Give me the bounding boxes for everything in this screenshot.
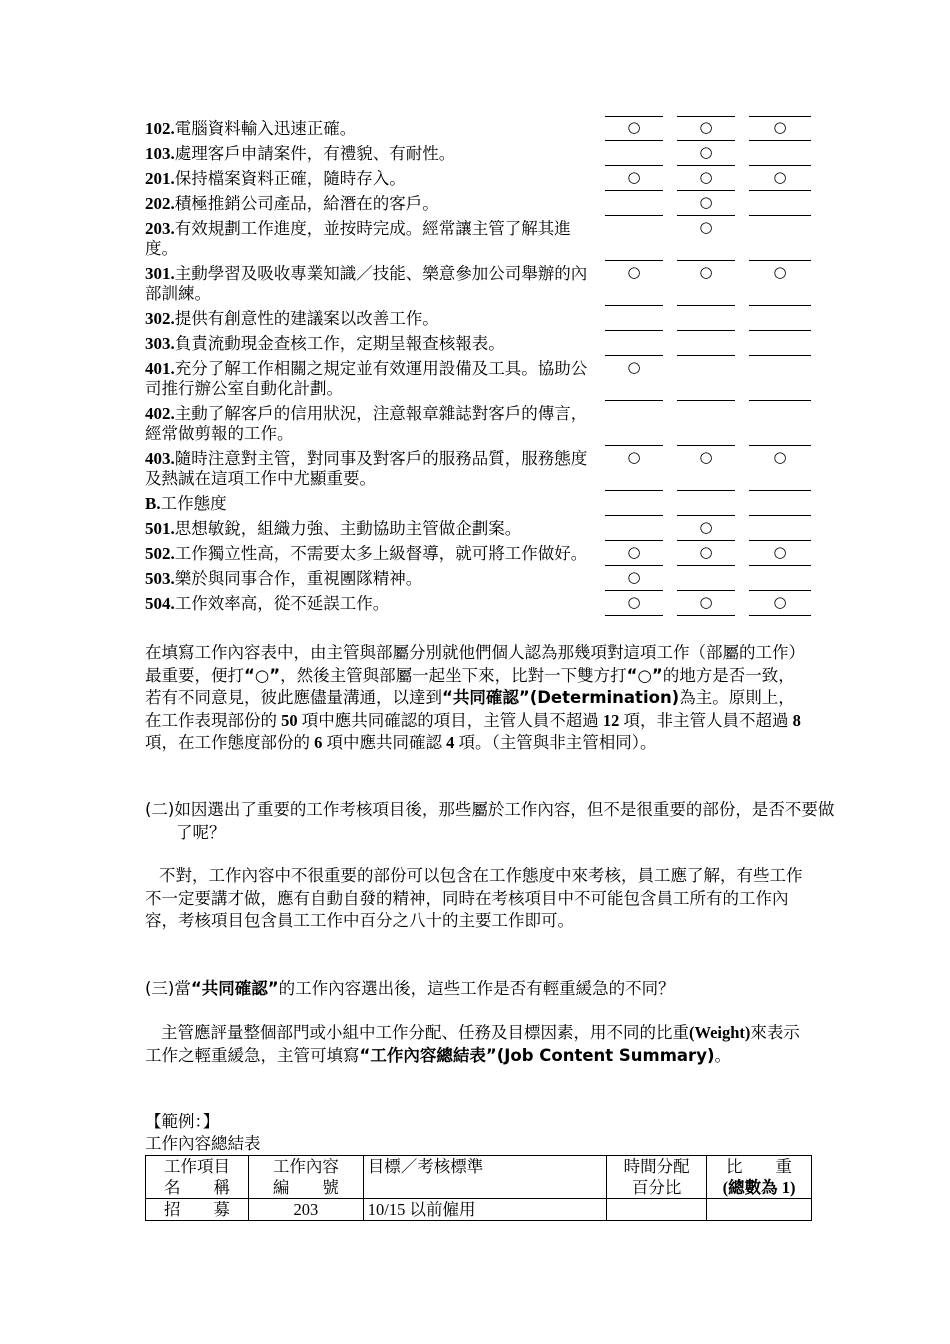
mark-cell: [677, 141, 735, 166]
mark-cell: [605, 261, 663, 306]
mark-circle: ○: [773, 263, 787, 281]
checklist-item-text: [145, 191, 603, 216]
checklist-item-text: [145, 166, 603, 191]
checklist-item-text: [145, 216, 603, 261]
item-code: 201.: [145, 169, 175, 188]
mark-cell: [749, 591, 811, 616]
checklist-item-text: [145, 356, 603, 401]
mark-cell: [677, 306, 735, 331]
item-marks: [605, 491, 811, 516]
header-weight: 比 重 (總數為 1): [707, 1156, 812, 1199]
mark-cell: [677, 166, 735, 191]
checklist-item: [145, 261, 815, 306]
mark-cell: [605, 591, 663, 616]
mark-cell: [749, 116, 811, 141]
checklist-item-text: [145, 516, 603, 541]
cell-code: 203: [248, 1199, 363, 1221]
cell-weight: [707, 1199, 812, 1221]
mark-cell: [677, 591, 735, 616]
item-description: 處理客戶申請案件，有禮貌、有耐性。: [174, 144, 456, 163]
item-code: 103.: [145, 144, 175, 163]
mark-circle: ○: [699, 448, 713, 466]
mark-circle: ○: [627, 358, 641, 376]
mark-circle: ○: [627, 118, 641, 136]
item-code: 403.: [145, 449, 175, 468]
checklist-item: [145, 356, 815, 401]
mark-circle: ○: [627, 568, 641, 586]
mark-circle: ○: [773, 593, 787, 611]
checklist-item-text: [145, 116, 603, 141]
checklist-item: [145, 166, 815, 191]
item-marks: [605, 166, 811, 191]
checklist-item: [145, 216, 815, 261]
mark-cell: [749, 541, 811, 566]
mark-cell: [677, 446, 735, 491]
item-marks: [605, 261, 811, 306]
mark-cell: [605, 446, 663, 491]
mark-circle: ○: [627, 448, 641, 466]
mark-circle: ○: [699, 143, 713, 161]
item-description: 主動學習及吸收專業知識／技能、樂意參加公司舉辦的內部訓練。: [145, 264, 588, 303]
mark-circle: ○: [627, 263, 641, 281]
table-title: 工作內容總結表: [145, 1134, 261, 1153]
mark-cell: [749, 566, 811, 591]
item-marks: [605, 216, 811, 261]
mark-circle: ○: [773, 543, 787, 561]
example-label: 【範例：】: [145, 1112, 220, 1131]
item-description: 工作態度: [160, 494, 227, 513]
item-code: 401.: [145, 359, 175, 378]
mark-cell: [749, 141, 811, 166]
checklist-item: [145, 566, 815, 591]
item-marks: [605, 356, 811, 401]
item-code: 202.: [145, 194, 175, 213]
mark-cell: [605, 116, 663, 141]
cell-target: 10/15 以前僱用: [363, 1199, 607, 1221]
mark-circle: ○: [773, 168, 787, 186]
checklist-item-text: [145, 541, 603, 566]
mark-circle: ○: [773, 448, 787, 466]
mark-circle: ○: [699, 543, 713, 561]
item-marks: [605, 401, 811, 446]
checklist-item-text: [145, 261, 603, 306]
evaluation-checklist: [145, 116, 815, 616]
mark-circle: ○: [773, 118, 787, 136]
mark-cell: [677, 356, 735, 401]
mark-cell: [749, 446, 811, 491]
header-item-name: 工作項目 名 稱: [146, 1156, 249, 1199]
paragraph-determination: 在填寫工作內容表中，由主管與部屬分別就他們個人認為那幾項對這項工作（部屬的工作）最重要，便打“○”，然後主管與部屬一起坐下來，比對一下雙方打“○”的地方是否一致，若有不同意見，彼此應儘量溝通，以達到“共同確認”(Determination)為主。原則上，在工作表現部份的 50 項中應共同確認的項目，主管人員不超過 12 項，非主管人員不超過 8 項，在工作態度部份的 6 項中應共同確認 4 項。（主管與非主管相同）。: [145, 643, 805, 752]
checklist-item: [145, 401, 815, 446]
item-code: 203.: [145, 219, 175, 238]
checklist-item-text: [145, 566, 603, 591]
item-description: 工作效率高，從不延誤工作。: [174, 594, 390, 613]
mark-cell: [749, 191, 811, 216]
mark-circle: ○: [699, 193, 713, 211]
item-code: 504.: [145, 594, 175, 613]
checklist-item: [145, 116, 815, 141]
item-marks: [605, 116, 811, 141]
table-row: [146, 1199, 812, 1221]
item-code: 502.: [145, 544, 175, 563]
checklist-item-text: [145, 446, 603, 491]
mark-cell: [605, 401, 663, 446]
mark-cell: [677, 491, 735, 516]
mark-cell: [749, 491, 811, 516]
checklist-item-text: [145, 306, 603, 331]
item-marks: [605, 591, 811, 616]
item-code: 501.: [145, 519, 175, 538]
checklist-item: [145, 306, 815, 331]
item-description: 提供有創意性的建議案以改善工作。: [174, 309, 439, 328]
item-marks: [605, 331, 811, 356]
item-code: 102.: [145, 119, 175, 138]
checklist-item: [145, 591, 815, 616]
item-code: 303.: [145, 334, 175, 353]
mark-cell: [749, 216, 811, 261]
checklist-item: [145, 141, 815, 166]
mark-cell: [605, 566, 663, 591]
job-content-summary-table: [145, 1155, 812, 1221]
item-marks: [605, 446, 811, 491]
item-code: 402.: [145, 404, 175, 423]
mark-cell: [749, 261, 811, 306]
checklist-item: [145, 331, 815, 356]
mark-cell: [605, 356, 663, 401]
item-description: 積極推銷公司產品，給潛在的客戶。: [174, 194, 439, 213]
mark-cell: [749, 306, 811, 331]
mark-cell: [605, 306, 663, 331]
item-description: 隨時注意對主管，對同事及對客戶的服務品質，服務態度及熱誠在這項工作中尤顯重要。: [145, 449, 588, 488]
item-marks: [605, 191, 811, 216]
mark-circle: ○: [627, 543, 641, 561]
paragraph-weight: 主管應評量整個部門或小組中工作分配、任務及目標因素，用不同的比重(Weight)來表示工作之輕重緩急，主管可填寫“工作內容總結表”(Job Content Summary)。: [145, 1023, 800, 1065]
item-description: 主動了解客戶的信用狀況，注意報章雜誌對客戶的傳言，經常做剪報的工作。: [145, 404, 588, 443]
checklist-item-text: [145, 491, 603, 516]
item-description: 充分了解工作相關之規定並有效運用設備及工具。協助公司推行辦公室自動化計劃。: [145, 359, 588, 398]
item-code: 302.: [145, 309, 175, 328]
mark-cell: [605, 191, 663, 216]
paragraph-answer-2: 不對，工作內容中不很重要的部份可以包含在工作態度中來考核，員工應了解，有些工作不一定要講才做，應有自動自發的精神，同時在考核項目中不可能包含員工所有的工作內容，考核項目包含員工工作中百分之八十的主要工作即可。: [145, 866, 803, 930]
item-marks: [605, 541, 811, 566]
item-description: 負責流動現金查核工作，定期呈報查核報表。: [174, 334, 505, 353]
mark-cell: [605, 491, 663, 516]
table-header-row: [146, 1156, 812, 1199]
cell-name: 招 募: [146, 1199, 249, 1221]
mark-cell: [605, 516, 663, 541]
checklist-item: [145, 446, 815, 491]
mark-cell: [749, 331, 811, 356]
checklist-item-text: [145, 331, 603, 356]
mark-circle: ○: [627, 593, 641, 611]
header-content-code: 工作內容 編 號: [248, 1156, 363, 1199]
item-description: 樂於與同事合作，重視團隊精神。: [174, 569, 423, 588]
mark-circle: ○: [699, 518, 713, 536]
mark-cell: [605, 141, 663, 166]
checklist-item: [145, 541, 815, 566]
item-code: B.: [145, 494, 161, 513]
mark-cell: [677, 191, 735, 216]
header-target: 目標／考核標準: [363, 1156, 607, 1199]
item-description: 思想敏銳，組織力強、主動協助主管做企劃案。: [174, 519, 522, 538]
mark-cell: [749, 516, 811, 541]
question-3: (三)當“共同確認”的工作內容選出後，這些工作是否有輕重緩急的不同？: [145, 979, 675, 998]
mark-cell: [749, 401, 811, 446]
item-marks: [605, 516, 811, 541]
mark-circle: ○: [699, 593, 713, 611]
mark-cell: [605, 166, 663, 191]
checklist-item-text: [145, 401, 603, 446]
mark-cell: [749, 166, 811, 191]
header-time: 時間分配 百分比: [607, 1156, 707, 1199]
mark-circle: ○: [699, 168, 713, 186]
mark-cell: [677, 261, 735, 306]
item-description: 工作獨立性高，不需要太多上級督導，就可將工作做好。: [174, 544, 588, 563]
item-description: 電腦資料輸入迅速正確。: [174, 119, 357, 138]
item-marks: [605, 306, 811, 331]
mark-cell: [677, 541, 735, 566]
mark-cell: [605, 541, 663, 566]
question-2: (二)如因選出了重要的工作考核項目後，那些屬於工作內容，但不是很重要的部份，是否不要做了呢？: [145, 800, 835, 842]
item-marks: [605, 141, 811, 166]
checklist-item: [145, 191, 815, 216]
mark-cell: [605, 216, 663, 261]
checklist-item-text: [145, 591, 603, 616]
mark-cell: [677, 116, 735, 141]
mark-cell: [677, 216, 735, 261]
item-description: 保持檔案資料正確，隨時存入。: [174, 169, 406, 188]
mark-circle: ○: [699, 118, 713, 136]
item-code: 301.: [145, 264, 175, 283]
checklist-item: [145, 516, 815, 541]
mark-cell: [677, 401, 735, 446]
checklist-item-text: [145, 141, 603, 166]
mark-cell: [677, 331, 735, 356]
mark-circle: ○: [699, 218, 713, 236]
item-code: 503.: [145, 569, 175, 588]
mark-cell: [605, 331, 663, 356]
mark-circle: ○: [699, 263, 713, 281]
item-marks: [605, 566, 811, 591]
mark-cell: [677, 516, 735, 541]
mark-cell: [749, 356, 811, 401]
cell-time: [607, 1199, 707, 1221]
mark-circle: ○: [627, 168, 641, 186]
item-description: 有效規劃工作進度，並按時完成。經常讓主管了解其進度。: [145, 219, 571, 258]
checklist-item: [145, 491, 815, 516]
mark-cell: [677, 566, 735, 591]
